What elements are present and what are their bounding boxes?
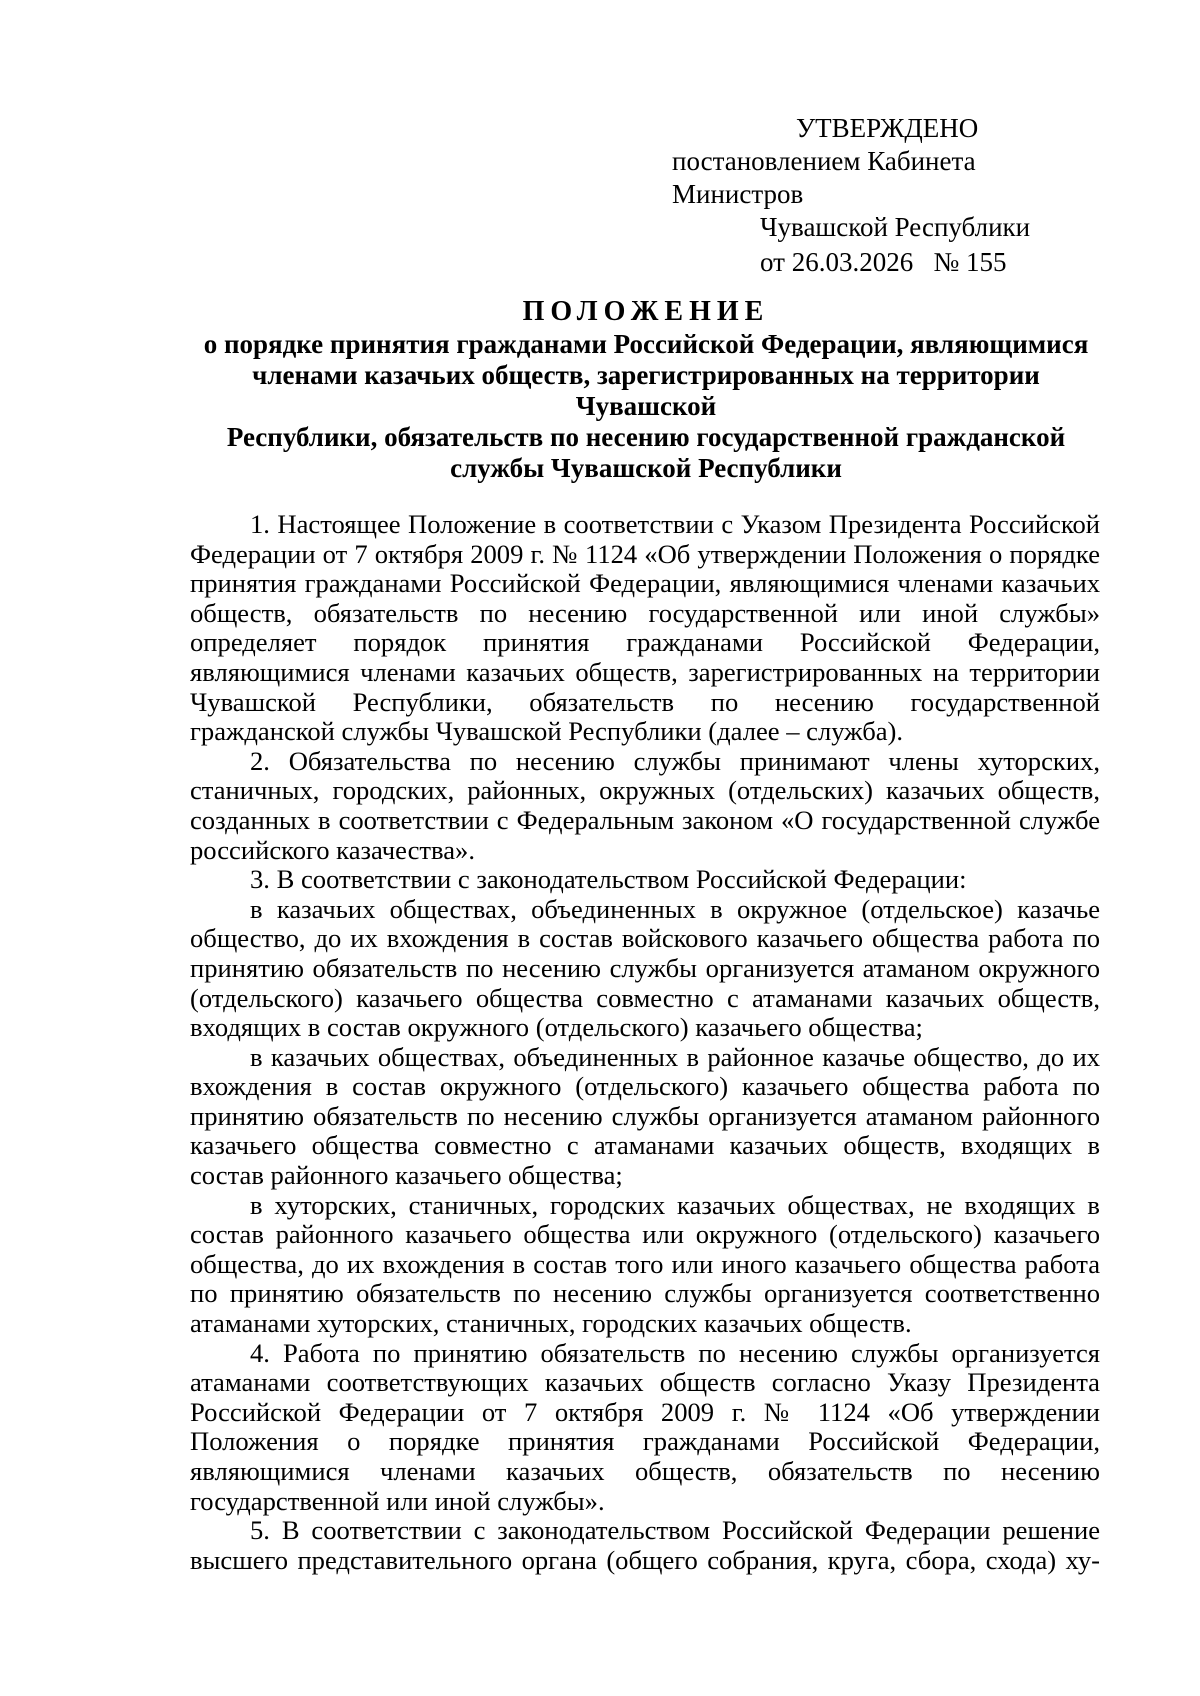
subtitle-line-4: службы Чувашской Республики xyxy=(450,453,842,483)
approval-block xyxy=(672,112,1092,279)
paragraph-2: 2. Обязательства по несению службы принимают члены хуторских, станичных, городских, районных, окружных (отдельских) казачьих обществ, созданных в соответствии с Федеральным законом «О государственной службе российского казачества». xyxy=(190,745,1100,865)
paragraph-3-item-1: в казачьих обществах, объединенных в окружное (отдельское) казачье общество, до их вхождения в состав войскового казачьего общества работа по принятию обязательств по несению службы организуется атаманом окружного (отдельского) казачьего общества совместно с атаманами казачьих обществ, входящих в состав окружного (отдельского) казачьего общества; xyxy=(190,893,1100,1043)
paragraph-3-item-3: в хуторских, станичных, городских казачьих обществах, не входящих в состав районного казачьего общества или окружного (отдельского) казачьего общества, до их вхождения в состав того или иного казачьего общества работа по принятию обязательств по несению службы организуется соответственно атаманами хуторских, станичных, городских казачьих обществ. xyxy=(190,1189,1100,1339)
subtitle-line-1: о порядке принятия гражданами Российской Федерации, являющимися xyxy=(203,329,1089,359)
document-title xyxy=(180,296,1112,484)
subtitle-line-2: членами казачьих обществ, зарегистрированных на территории Чувашской xyxy=(252,360,1040,421)
paragraph-5: 5. В соответствии с законодательством Российской Федерации решение высшего представительного органа (общего собрания, круга, сбора, схода) ху- xyxy=(190,1515,1100,1575)
subtitle-line-3: Республики, обязательств по несению государственной гражданской xyxy=(226,422,1066,452)
approved-label: УТВЕРЖДЕНО xyxy=(796,113,979,143)
paragraph-4: 4. Работа по принятию обязательств по несению службы организуется атаманами соответствующих казачьих обществ согласно Указу Президента Российской Федерации от 7 октября 2009 г. № 1124 «Об утверждении Положения о порядке принятия гражданами Российской Федерации, являющимися членами казачьих обществ, обязательств по несению государственной или иной службы». xyxy=(190,1337,1100,1516)
resolution-line: постановлением Кабинета Министров xyxy=(672,146,976,209)
document-body xyxy=(190,510,1100,1575)
paragraph-3: 3. В соответствии с законодательством Российской Федерации: xyxy=(250,864,967,895)
republic-line: Чувашской Республики xyxy=(760,212,1031,242)
paragraph-3-item-2: в казачьих обществах, объединенных в районное казачье общество, до их вхождения в состав окружного (отдельского) казачьего общества работа по принятию обязательств по несению службы организуется атаманом районного казачьего общества совместно с атаманами казачьих обществ, входящих в состав районного казачьего общества; xyxy=(190,1041,1100,1191)
paragraph-1: 1. Настоящее Положение в соответствии с Указом Президента Российской Федерации от 7 октября 2009 г. № 1124 «Об утверждении Положения о порядке принятия гражданами Российской Федерации, являющимися членами казачьих обществ, обязательств по несению государственной или иной службы» определяет порядок принятия гражданами Российской Федерации, являющимися членами казачьих обществ, зарегистрированных на территории Чувашской Республики, обязательств по несению государственной гражданской службы Чувашской Республики (далее – служба). xyxy=(190,509,1100,747)
date-number-line: от 26.03.2026 № 155 xyxy=(760,247,1007,277)
document-heading: ПОЛОЖЕНИЕ xyxy=(522,296,770,327)
